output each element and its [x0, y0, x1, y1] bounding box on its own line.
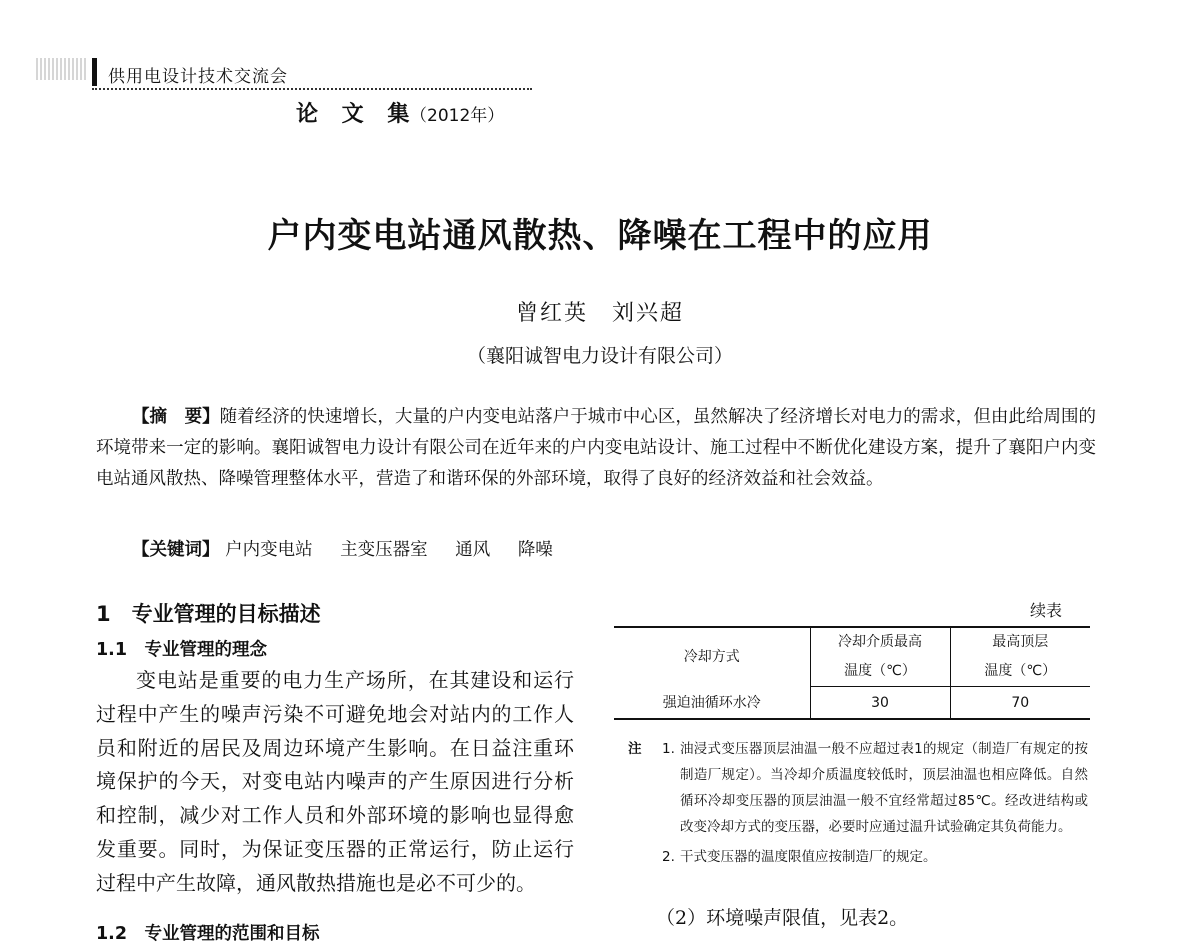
- col-top-temp: 最高顶层: [950, 627, 1090, 657]
- list-item: （2）环境噪声限值，见表2。: [656, 907, 909, 929]
- notes-label: 注: [628, 741, 642, 757]
- conference-title: 供用电设计技术交流会: [108, 67, 288, 87]
- col-medium-temp-unit: 温度（℃）: [810, 657, 950, 687]
- note-item: [628, 736, 1088, 840]
- body-paragraph: 变电站是重要的电力生产场所，在其建设和运行过程中产生的噪声污染不可避免地会对站内的工作人员和附近的居民及周边环境产生影响。在日益注重环境保护的今天，对变电站内噪声的产生原因进行分析和控制，减少对工作人员和外部环境的影响也显得愈发重要。同时，为保证变压器的正常运行，防止运行过程中产生故障，通风散热措施也是必不可少的。: [96, 668, 574, 895]
- note-number: 1.: [662, 741, 675, 757]
- header-rule: [92, 88, 532, 90]
- abstract: [96, 402, 1096, 495]
- table-continued-label: 续表: [1030, 601, 1063, 620]
- authors: 曾红英 刘兴超: [515, 301, 684, 326]
- note-text: 干式变压器的温度限值应按制造厂的规定。: [680, 849, 937, 865]
- keywords: [132, 536, 575, 561]
- temperature-limit-table: [614, 626, 1090, 720]
- note-number: 2.: [662, 849, 675, 865]
- keyword: 通风: [455, 540, 491, 560]
- abstract-label: 【摘 要】: [132, 407, 220, 427]
- subsection-heading: 1.1 专业管理的理念: [96, 640, 268, 660]
- paper-title: 户内变电站通风散热、降噪在工程中的应用: [267, 216, 933, 256]
- header-bar: [92, 58, 97, 86]
- proceedings-title: 论 文 集: [296, 101, 418, 127]
- col-medium-temp: 冷却介质最高: [810, 627, 950, 657]
- table-notes: [628, 736, 1088, 870]
- keywords-label: 【关键词】: [132, 540, 220, 560]
- section-heading: 1 专业管理的目标描述: [96, 602, 321, 626]
- note-item: [628, 844, 1088, 870]
- keyword: 降噪: [517, 540, 553, 560]
- cell-method: 强迫油循环水冷: [614, 687, 810, 720]
- col-top-temp-unit: 温度（℃）: [950, 657, 1090, 687]
- proceedings-year: （2012年）: [410, 106, 505, 126]
- keyword: 户内变电站: [225, 540, 313, 560]
- cell-top: 70: [950, 687, 1090, 720]
- cell-medium: 30: [810, 687, 950, 720]
- note-text: 油浸式变压器顶层油温一般不应超过表1的规定（制造厂有规定的按制造厂规定）。当冷却介质温度较低时，顶层油温也相应降低。自然循环冷却变压器的顶层油温一般不宜经常超过85℃。经改进结构或改变冷却方式的变压器，必要时应通过温升试验确定其负荷能力。: [680, 741, 1088, 835]
- col-cooling-method: 冷却方式: [614, 627, 810, 687]
- keyword: 主变压器室: [340, 540, 428, 560]
- publisher-logo: [36, 58, 86, 80]
- table-row: [614, 687, 1090, 720]
- affiliation: （襄阳诚智电力设计有限公司）: [466, 345, 733, 367]
- subsection-heading: 1.2 专业管理的范围和目标: [96, 924, 320, 944]
- abstract-text: 随着经济的快速增长，大量的户内变电站落户于城市中心区，虽然解决了经济增长对电力的需求，但由此给周围的环境带来一定的影响。襄阳诚智电力设计有限公司在近年来的户内变电站设计、施工过程中不断优化建设方案，提升了襄阳户内变电站通风散热、降噪管理整体水平，营造了和谐环保的外部环境，取得了良好的经济效益和社会效益。: [96, 407, 1096, 489]
